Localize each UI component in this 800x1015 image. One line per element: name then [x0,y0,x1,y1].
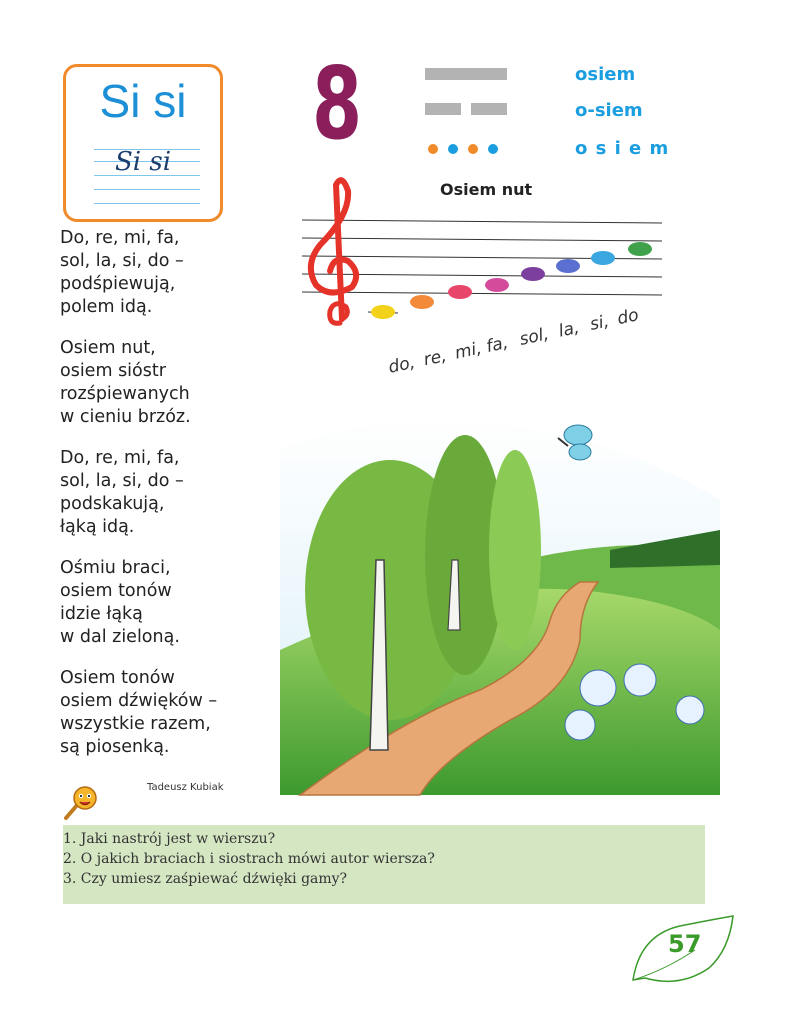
syllable-si: si, [588,311,611,335]
sound-dot [488,144,498,154]
ruled-line [94,203,200,204]
note-do [371,305,395,319]
poem-line: Do, re, mi, fa, [60,228,180,248]
syllable-re: re, [421,345,449,371]
syllable-do-high: do [615,305,641,330]
sound-dot [468,144,478,154]
print-letters: Si si [99,75,187,127]
syllable-bar [425,103,461,115]
music-staff [290,175,670,378]
poem-line: Osiem tonów [60,668,175,688]
poem-stanza-4 [60,557,260,649]
poem-line: są piosenką. [60,737,170,757]
microphone-mascot-icon [60,782,104,822]
note-sol [521,267,545,281]
syllable-sol: sol, [517,324,551,350]
poem-line: rozśpiewanych [60,384,190,404]
poem-line: osiem tonów [60,581,172,601]
number-word-letters: o s i e m [575,138,670,159]
note-fa [485,278,509,292]
poem-line: Ośmiu braci, [60,558,171,578]
staff-title: Osiem nut [440,180,533,199]
letter-card [63,64,223,222]
word-bar-whole [425,68,507,80]
number-word-syllables: o-siem [575,100,643,121]
sound-dot [428,144,438,154]
syllable-do: do, [386,352,417,378]
poem-author: Tadeusz Kubiak [147,782,224,793]
sound-dot [448,144,458,154]
poem-stanza-2 [60,337,260,429]
note-mi [448,285,472,299]
poem-line: łąką idą. [60,517,135,537]
note-re [410,295,434,309]
poem-line: w dal zieloną. [60,627,180,647]
question-1: 1. Jaki nastrój jest w wierszu? [63,831,276,847]
number-word: osiem [575,64,636,85]
syllable-fa: fa, [484,332,510,357]
syllable-mi: mi, [453,338,484,364]
poem-line: polem idą. [60,297,153,317]
poem-stanza-3 [60,447,260,539]
note-si [591,251,615,265]
script-letters: Si si [114,147,172,177]
page-number: 57 [668,930,702,958]
poem-stanza-1 [60,227,260,319]
poem-stanza-5 [60,667,260,759]
questions-box [63,825,705,904]
poem-line: wszystkie razem, [60,714,211,734]
question-2: 2. O jakich braciach i siostrach mówi autor wiersza? [63,851,435,867]
poem-line: sol, la, si, do – [60,251,184,271]
note-do-high [628,242,652,256]
treble-clef-icon [311,180,356,323]
poem-line: podskakują, [60,494,165,514]
poem-line: sol, la, si, do – [60,471,184,491]
number-digit: 8 [312,45,363,162]
birch-meadow-illustration [280,390,720,795]
poem-line: Osiem nut, [60,338,156,358]
syllable-bar [471,103,507,115]
poem-line: Do, re, mi, fa, [60,448,180,468]
question-3: 3. Czy umiesz zaśpiewać dźwięki gamy? [63,871,348,887]
ruled-line [94,189,200,190]
poem-line: w cieniu brzóz. [60,407,191,427]
poem-line: osiem dźwięków – [60,691,218,711]
poem-line: idzie łąką [60,604,143,624]
syllable-la: la, [556,317,582,342]
note-la [556,259,580,273]
poem-line: osiem sióstr [60,361,166,381]
poem-line: podśpiewują, [60,274,176,294]
